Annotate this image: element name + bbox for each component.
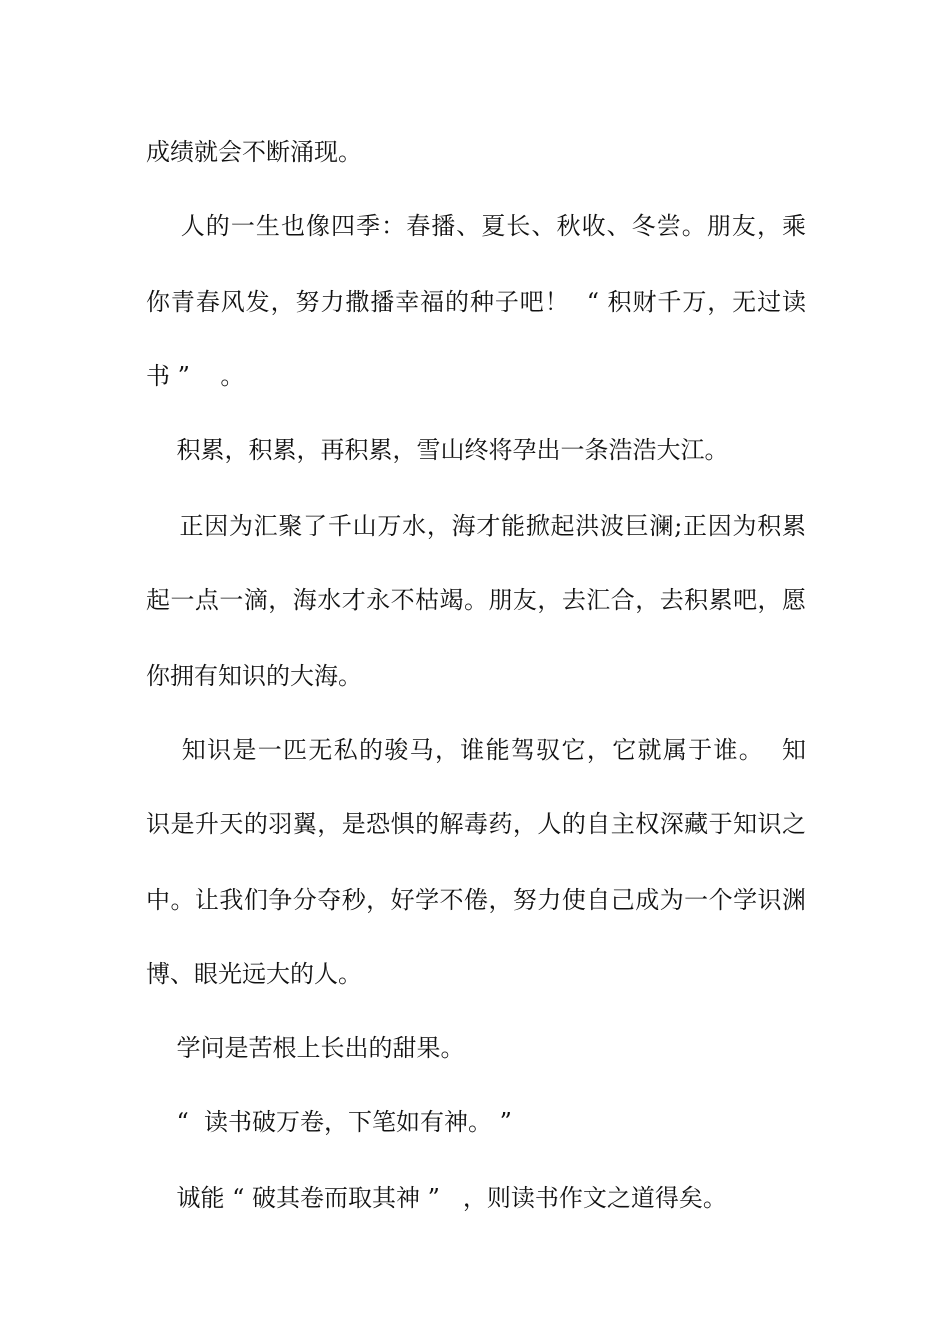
text-line: 诚能 “ 破其卷而取其神 ” ，则读书作文之道得矣。 (146, 1184, 727, 1212)
text-line: 你拥有知识的大海。 (146, 662, 362, 690)
text-line: 起一点一滴，海水才永不枯竭。朋友，去汇合，去积累吧，愿 (146, 586, 806, 614)
text-line: 成绩就会不断涌现。 (146, 138, 362, 166)
text-line: 学问是苦根上长出的甜果。 (146, 1034, 465, 1062)
text-line: “ 读书破万卷，下笔如有神。 ” (146, 1108, 512, 1136)
text-line: 正因为汇聚了千山万水，海才能掀起洪波巨澜;正因为积累 (146, 512, 806, 540)
text-line: 人的一生也像四季：春播、夏长、秋收、冬尝。朋友，乘 (146, 212, 806, 240)
text-line: 书 ” 。 (146, 362, 245, 390)
text-line: 博、眼光远大的人。 (146, 960, 362, 988)
text-line: 你青春风发，努力撒播幸福的种子吧！ “ 积财千万，无过读 (146, 288, 806, 316)
text-line: 识是升天的羽翼，是恐惧的解毒药，人的自主权深藏于知识之 (146, 810, 806, 838)
text-line: 知识是一匹无私的骏马，谁能驾驭它，它就属于谁。 知 (146, 736, 806, 764)
text-line: 中。让我们争分夺秒，好学不倦，努力使自己成为一个学识渊 (146, 886, 806, 914)
text-line: 积累，积累，再积累，雪山终将孕出一条浩浩大江。 (146, 436, 729, 464)
